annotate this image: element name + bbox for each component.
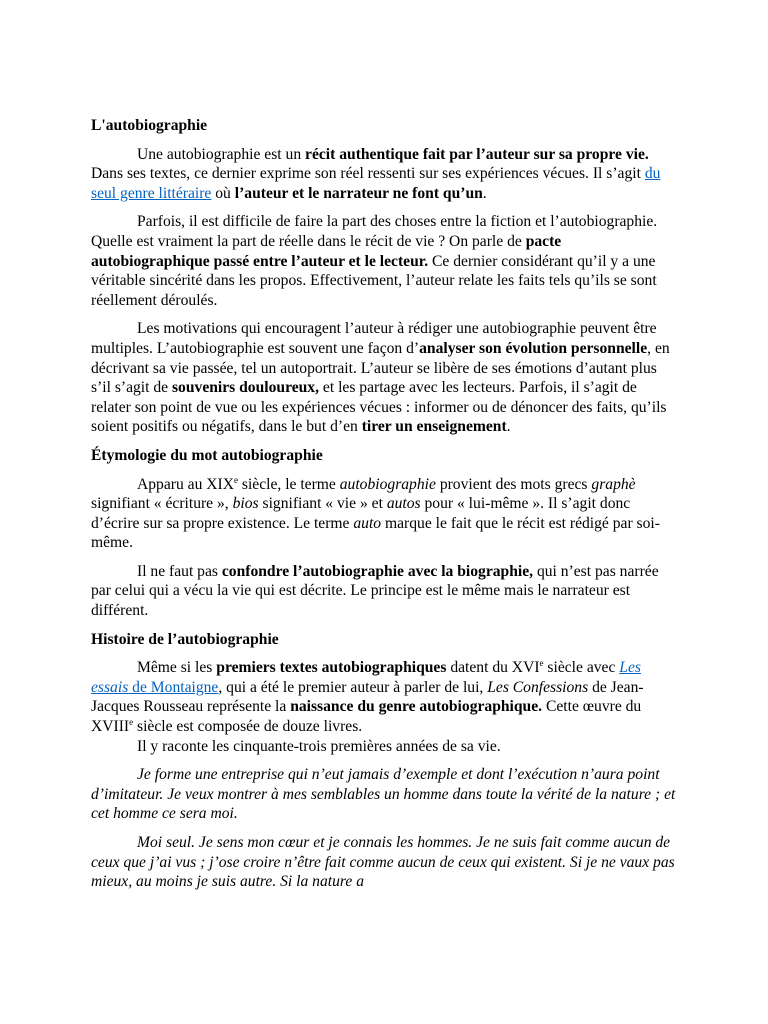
text: où bbox=[211, 184, 235, 202]
text: Les motivations qui encouragent l’auteur à rédiger une autobiographie peuvent être multiples. L’autobiographie est souvent une façon d’ bbox=[91, 320, 657, 357]
quote-rousseau-2: Moi seul. Je sens mon cœur et je connais les hommes. Je ne suis fait comme aucun de ceux que j’ai vus ; j’ose croire n’être fait comme aucun de ceux qui existent. Si je ne vaux pas mieux, au moins je suis autre. Si la nature a bbox=[91, 834, 675, 891]
text: provient des mots grecs bbox=[435, 475, 592, 493]
bold-text: pacte autobiographique passé entre l’auteur et le lecteur. bbox=[91, 232, 562, 270]
text: Ce dernier considérant qu’il y a une véritable sincérité dans les propos. Effectivement, l’auteur relate les faits tels qu’ils se sont réellement déroulés. bbox=[91, 252, 657, 309]
text: siècle, le terme bbox=[238, 475, 340, 493]
text: , en décrivant sa vie passée, tel un autoportrait. L’auteur se libère de ses émotions d’autant plus s’il s’agit de bbox=[91, 339, 670, 397]
text: signifiant « vie » et bbox=[258, 495, 387, 513]
quote-rousseau-1: Je forme une entreprise qui n’eut jamais d’exemple et dont l’exécution n’aura point d’imitateur. Je veux montrer à mes semblables un homme dans toute la vérité de la nature ; et cet homme ce sera moi. bbox=[91, 766, 676, 823]
text: de Jean-Jacques Rousseau représente la bbox=[91, 678, 644, 716]
italic-text: Les Confessions bbox=[487, 678, 589, 696]
italic-text: graphè bbox=[591, 475, 636, 493]
bold-text: l’auteur et le narrateur ne font qu’un bbox=[234, 184, 483, 202]
bold-text: analyser son évolution personnelle bbox=[419, 339, 648, 357]
text: Il ne faut pas bbox=[137, 562, 222, 580]
paragraph-etymologie bbox=[91, 475, 678, 553]
heading-histoire: Histoire de l’autobiographie bbox=[91, 630, 279, 648]
text: pour « lui-même ». Il s’agit donc d’écrire sur sa propre existence. Le terme bbox=[91, 495, 631, 532]
link-italic-text: Les essais bbox=[91, 659, 641, 696]
bold-text: naissance du genre autobiographique. bbox=[290, 698, 543, 716]
superscript: e bbox=[234, 474, 238, 485]
text: qui n’est pas narrée par celui qui a vécu la vie qui est décrite. Le principe est le même mais le narrateur est différent. bbox=[91, 562, 659, 620]
link-text: de Montaigne bbox=[128, 678, 219, 696]
italic-text: auto bbox=[353, 514, 382, 532]
paragraph-pacte bbox=[91, 212, 678, 310]
text: siècle avec bbox=[543, 659, 620, 677]
bold-text: récit authentique fait par l’auteur sur sa propre vie. bbox=[305, 145, 649, 163]
bold-text: confondre l’autobiographie avec la biographie, bbox=[221, 562, 534, 580]
bold-text: souvenirs douloureux, bbox=[171, 379, 320, 397]
bold-text: premiers textes autobiographiques bbox=[216, 659, 447, 677]
text: et les partage avec les lecteurs. Parfois, il s’agit de relater son point de vue ou les expériences vécues : informer ou de dénoncer des faits, qu’ils soient positifs ou négatifs, dans le but d’en bbox=[91, 379, 667, 436]
text: . bbox=[482, 184, 487, 202]
italic-text: autobiographie bbox=[339, 475, 436, 493]
text: Dans ses textes, ce dernier exprime son réel ressenti sur ses expériences vécues. Il s’agit bbox=[91, 165, 645, 183]
bold-text: tirer un enseignement bbox=[361, 418, 507, 436]
text: siècle est composée de douze livres. bbox=[133, 718, 363, 736]
text: Même si les bbox=[137, 659, 217, 677]
text: , qui a été le premier auteur à parler de lui, bbox=[218, 678, 488, 696]
paragraph-biographie bbox=[91, 562, 678, 621]
superscript: e bbox=[539, 658, 544, 669]
italic-text: bios bbox=[232, 495, 259, 513]
heading-autobiographie: L'autobiographie bbox=[91, 117, 208, 134]
paragraph-motivations bbox=[91, 319, 678, 437]
link-seul-genre-litteraire[interactable]: du seul genre littéraire bbox=[91, 165, 661, 202]
paragraph-histoire bbox=[91, 658, 678, 736]
text: marque le fait que le récit est rédigé par soi-même. bbox=[91, 514, 660, 552]
text: Parfois, il est difficile de faire la part des choses entre la fiction et l’autobiographie. Quelle est vraiment la part de réelle dans le récit de vie ? On parle de bbox=[91, 213, 658, 250]
text: Cette œuvre du XVIII bbox=[91, 698, 642, 736]
italic-text: autos bbox=[386, 495, 421, 513]
superscript: e bbox=[129, 717, 134, 728]
paragraph-definition bbox=[91, 145, 678, 204]
paragraph-cinquante-trois: Il y raconte les cinquante-trois premières années de sa vie. bbox=[137, 737, 501, 755]
text: . bbox=[506, 418, 511, 436]
text: Une autobiographie est un bbox=[137, 145, 306, 163]
text: datent du XVI bbox=[446, 659, 540, 677]
heading-etymologie: Étymologie du mot autobiographie bbox=[91, 446, 323, 464]
text: signifiant « écriture », bbox=[91, 495, 233, 513]
text: Apparu au XIX bbox=[137, 475, 234, 493]
